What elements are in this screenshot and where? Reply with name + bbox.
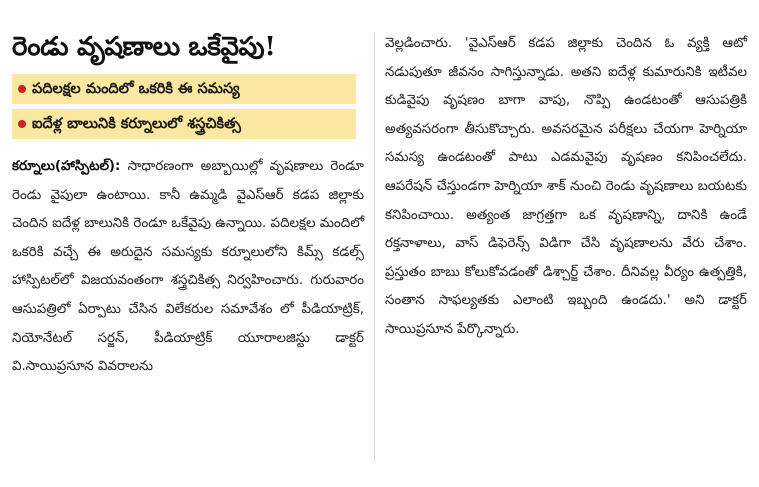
- left-body-text: సాధారణంగా అబ్బాయిల్లో వృషణాలు రెండూ రెండు వైపులా ఉంటాయి. కానీ ఉమ్మడి వైఎస్‌ఆర్ కడప జిల్లాకు చెందిన ఐదేళ్ల బాలునికి రెండూ ఒకేవైపు ఉన్నాయి. పదిలక్షల మందిలో ఒకరికి వచ్చే ఈ అరుదైన సమస్యకు కర్నూలులోని కిమ్స్ కడల్స్ హాస్పిటల్‌లో విజయవంతంగా శస్త్రచికిత్స నిర్వహించారు. గురువారం ఆసుపత్రిలో ఏర్పాటు చేసిన విలేకరుల సమావేశం లో పీడియాట్రిక్, నియోనేటల్ సర్జన్, పీడియాట్రిక్ యూరాలజిస్టు డాక్టర్ వి.సాయిప్రసూన వివరాలను: [12, 159, 364, 375]
- bullet-icon: [18, 85, 26, 93]
- right-body-paragraph: వెల్లడించారు. 'వైఎస్‌ఆర్ కడప జిల్లాకు చెందిన ఓ వ్యక్తి ఆటో నడుపుతూ జీవనం సాగిస్తున్నాడు. అతని ఐదేళ్ల కుమారునికి ఇటీవల కుడివైపు వృషణం బాగా వాపు, నొప్పి ఉండటంతో ఆసుపత్రికి అత్యవసరంగా తీసుకొచ్చారు. అవసరమైన పరీక్షలు చేయగా హెర్నియా సమస్య ఉండటంతో పాటు ఎడమవైపు వృషణం కనిపించలేదు. ఆపరేషన్ చేస్తుండగా హెర్నియా శాక్ నుంచి రెండు వృషణాలు బయటకు కనిపించాయి. అత్యంత జాగ్రత్తగా ఒక వృషణాన్ని, దానికి ఉండే రక్తనాళాలు, వాస్ డిఫెరెన్స్ విడిగా చేసి వృషణాలను వేరు చేశాం. ప్రస్తుతం బాబు కోలుకోవడంతో డిశ్చార్జ్ చేశాం. దీనివల్ల వీర్యం ఉత్పత్తికి, సంతాన సాఫల్యతకు ఎలాంటి ఇబ్బంది ఉండదు.' అని డాక్టర్ సాయిప్రసూన పేర్కొన్నారు.: [385, 36, 747, 337]
- left-body-paragraph: [12, 153, 364, 382]
- column-divider: [374, 32, 375, 462]
- subhead-item: [12, 109, 356, 139]
- subhead-list: [12, 74, 364, 139]
- bullet-icon: [18, 120, 26, 128]
- left-column: [12, 30, 364, 382]
- dateline: కర్నూలు(హాస్పిటల్):: [12, 159, 121, 174]
- subhead-text: ఐదేళ్ల బాలునికి కర్నూలులో శస్త్రచికిత్స: [32, 116, 241, 132]
- subhead-item: [12, 74, 356, 104]
- headline: రెండు వృషణాలు ఒకేవైపు!: [12, 32, 276, 62]
- subhead-text: పదిలక్షల మందిలో ఒకరికి ఈ సమస్య: [32, 81, 240, 97]
- right-column: [385, 30, 747, 345]
